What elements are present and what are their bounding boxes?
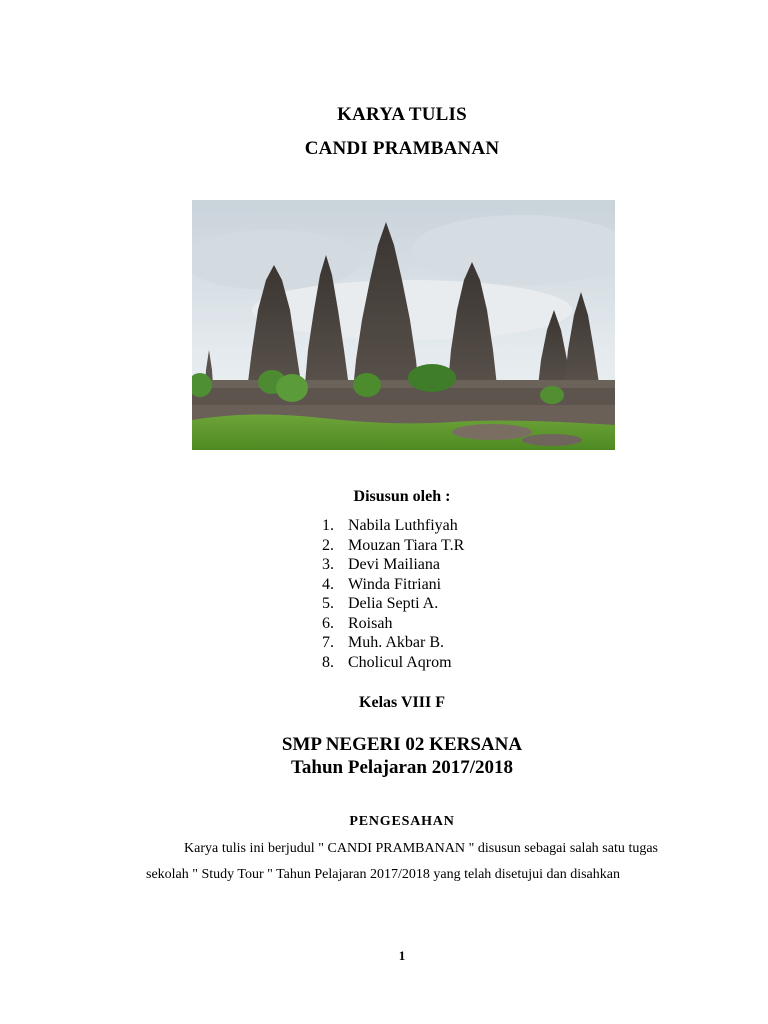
author-name: Mouzan Tiara T.R (348, 536, 465, 554)
author-number: 8. (322, 653, 334, 671)
pengesahan-text: Karya tulis ini berjudul " CANDI PRAMBANAN " disusun sebagai salah satu tugas sekolah " Study Tour " Tahun Pelajaran 2017/2018 yang telah disetujui dan disahkan (146, 841, 658, 882)
author-item (322, 575, 464, 595)
author-number: 1. (322, 517, 334, 534)
author-item (322, 594, 464, 614)
author-number: 3. (322, 556, 334, 573)
author-name: Cholicul Aqrom (348, 653, 452, 671)
author-name: Roisah (348, 614, 393, 632)
school-year: Tahun Pelajaran 2017/2018 (290, 757, 514, 778)
author-name: Winda Fitriani (348, 575, 442, 593)
author-number: 4. (322, 575, 334, 593)
author-item (322, 536, 464, 556)
author-name: Nabila Luthfiyah (348, 517, 458, 534)
author-number: 5. (322, 595, 334, 612)
author-list (322, 516, 464, 672)
disusun-oleh-heading: Disusun oleh : (353, 488, 451, 505)
prambanan-photo (192, 200, 615, 450)
author-name: Muh. Akbar B. (348, 634, 444, 651)
author-number: 6. (322, 614, 334, 632)
author-item (322, 516, 464, 536)
class-label: Kelas VIII F (359, 694, 445, 711)
document-title: KARYA TULIS (337, 104, 467, 125)
document-subtitle: CANDI PRAMBANAN (304, 138, 500, 159)
author-number: 2. (322, 536, 334, 554)
author-item (322, 633, 464, 653)
pengesahan-paragraph (146, 836, 658, 888)
page-number: 1 (398, 948, 406, 963)
author-item (322, 653, 464, 673)
author-number: 7. (322, 634, 334, 651)
author-name: Devi Mailiana (348, 556, 440, 573)
pengesahan-heading: PENGESAHAN (349, 814, 455, 829)
school-block (0, 733, 768, 779)
author-item (322, 555, 464, 575)
author-item (322, 614, 464, 634)
school-name: SMP NEGERI 02 KERSANA (281, 734, 523, 755)
author-name: Delia Septi A. (348, 595, 439, 612)
